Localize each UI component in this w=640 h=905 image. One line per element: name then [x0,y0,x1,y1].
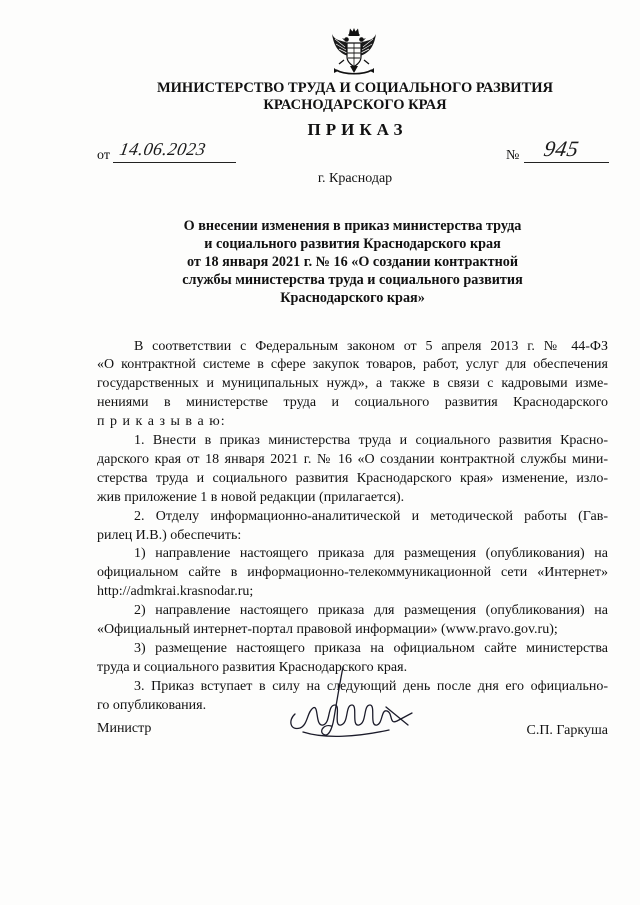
body-line: труда и социального развития Краснодарского края. [97,659,408,675]
body-line: нениями в министерстве труда и социального развития Краснодарского [97,395,608,411]
body-line: В соответствии с Федеральным законом от 5 апреля 2013 г. № 44-ФЗ [134,338,608,354]
title-line: и социального развития Краснодарского края [204,236,501,252]
body-line: 1. Внести в приказ министерства труда и социального развития Красно- [134,433,608,449]
handwritten-signature-icon [285,664,415,750]
title-line: службы министерства труда и социального развития [182,272,523,288]
body-line: 3. Приказ вступает в силу на следующий день после дня его официально- [134,678,608,694]
title-line: О внесении изменения в приказ министерства труда [183,218,522,234]
number-handwritten: 945 [542,136,581,161]
city: г. Краснодар [317,171,393,186]
document-body [97,338,608,716]
body-line: го опубликования. [97,697,207,713]
document-type: ПРИКАЗ [307,120,408,139]
date-underline [113,162,236,163]
body-line: жив приложение 1 в новой редакции (прилагается). [97,489,405,505]
title-line: Краснодарского края» [280,290,425,306]
body-line: стерства труда и социального развития Краснодарского края» изменение, изло- [97,470,608,486]
signatory-position: Министр [97,721,152,736]
number-underline [524,162,609,163]
body-line: официальном сайте в информационно-телекоммуникационной сети «Интернет» [97,565,608,581]
coat-of-arms-icon [330,27,378,77]
signatory-name: С.П. Гаркуша [526,723,608,738]
document-title [97,217,608,307]
ministry-name-line1: МИНИСТЕРСТВО ТРУДА И СОЦИАЛЬНОГО РАЗВИТИЯ [156,80,554,96]
body-line: 2. Отделу информационно-аналитической и методической работы (Гав- [134,508,608,524]
ministry-name-line2: КРАСНОДАРСКОГО КРАЯ [263,97,447,113]
body-line-order-word: п р и к а з ы в а ю: [97,414,226,430]
body-line: дарского края от 18 января 2021 г. № 16 «О создании контрактной службы мини- [97,451,608,467]
number-prefix: № [506,148,520,163]
body-line-url: http://admkrai.krasnodar.ru; [97,584,254,600]
body-line: рилец И.В.) обеспечить: [97,527,242,543]
body-line: 2) направление настоящего приказа для размещения (опубликования) на [134,603,608,619]
title-line: от 18 января 2021 г. № 16 «О создании контрактной [186,254,519,270]
body-line: государственных и муниципальных нужд», а также в связи с кадровыми изме- [97,376,608,392]
body-line: «О контрактной системе в сфере закупок товаров, работ, услуг для обеспечения [97,357,608,373]
date-prefix: от [97,148,110,163]
date-handwritten: 14.06.2023 [118,139,208,159]
body-line: «Официальный интернет-портал правовой информации» (www.pravo.gov.ru); [97,622,558,638]
body-line: 1) направление настоящего приказа для размещения (опубликования) на [134,546,608,562]
body-line: 3) размещение настоящего приказа на официальном сайте министерства [134,641,608,656]
